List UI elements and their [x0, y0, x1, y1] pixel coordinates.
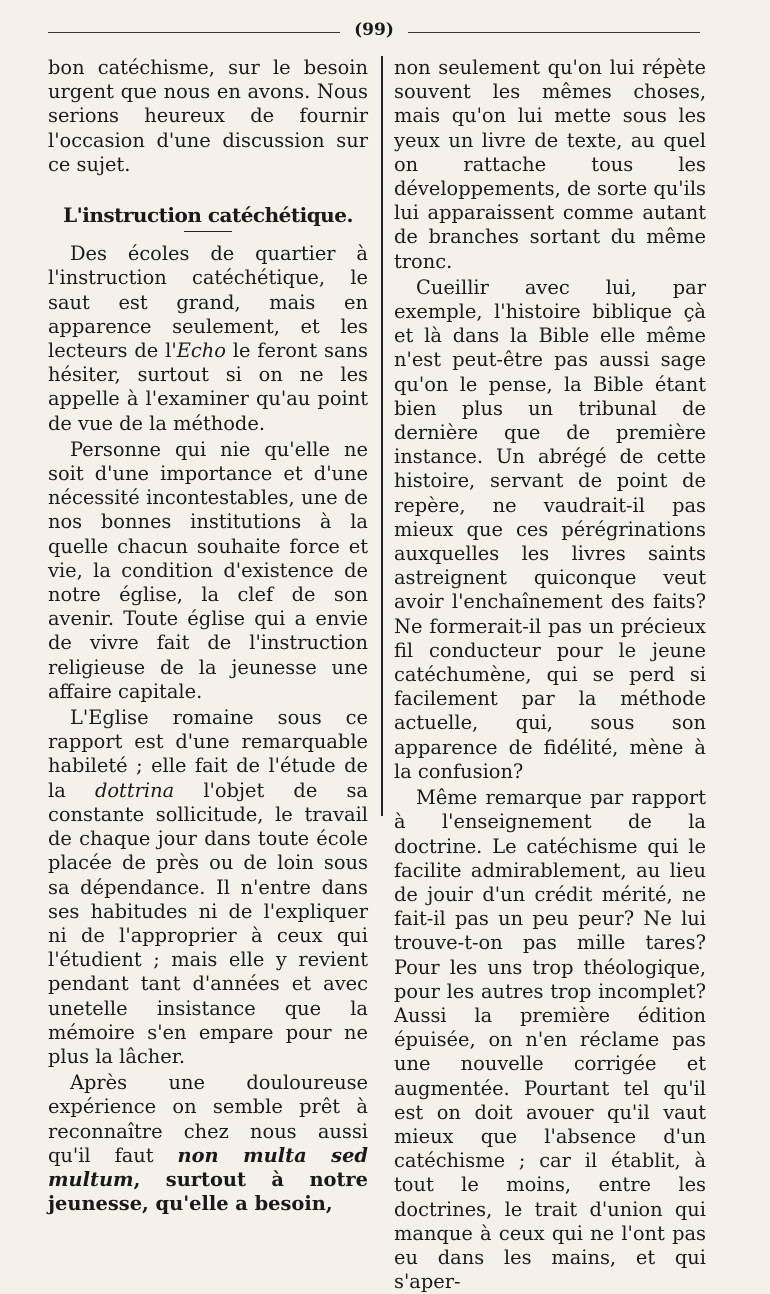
paragraph-text: Des écoles de quartier à l'instruction catéchétique, le saut est grand, mais en apparence seulement, et les lecteurs de l'	[48, 242, 368, 363]
paragraph-text: Après une douloureuse expérience on semble prêt à reconnaître chez nous aussi qu'il faut	[48, 1071, 368, 1167]
paragraph: non seulement qu'on lui répète souvent les mêmes choses, mais qu'on lui mette sous les yeux un livre de texte, au quel on rattache tous les développements, de sorte qu'ils lui apparaissent comme autant de branches sortant du même tronc.	[394, 56, 706, 273]
italic-term: dottrina	[94, 778, 175, 802]
column-divider	[381, 56, 383, 816]
paragraph	[48, 242, 368, 436]
latin-phrase: non multa sed multum	[48, 1143, 368, 1191]
italic-title-echo: Echo	[176, 339, 226, 363]
paragraph: Même remarque par rapport à l'enseignement de la doctrine. Le catéchisme qui le facilite admirablement, au lieu de jouir d'un crédit mérité, ne fait-il pas un peu peur? Ne lui trouve-t-on pas mille tares? Pour les uns trop théologique, pour les autres trop incomplet? Aussi la première édition épuisée, on n'en réclame pas une nouvelle corrigée et augmentée. Pourtant tel qu'il est on doit avouer qu'il vaut mieux que l'absence d'un catéchisme ; car il établit, à tout le moins, entre les doctrines, le trait d'union qui manque à ceux qui ne l'ont pas eu dans les mains, et qui s'aper-	[394, 786, 706, 1294]
title-rule	[184, 231, 232, 232]
paragraph: bon catéchisme, sur le besoin urgent que nous en avons. Nous serions heureux de fournir l'occasion d'une discussion sur ce sujet.	[48, 56, 368, 176]
paragraph-text: , surtout à notre jeunesse, qu'elle a besoin,	[48, 1167, 368, 1216]
left-column	[48, 56, 368, 1216]
page-number: (99)	[354, 20, 394, 40]
paragraph: Cueillir avec lui, par exemple, l'histoire biblique çà et là dans la Bible elle même n'est peut-être pas aussi sage qu'on le pense, la Bible étant bien plus un tribunal de dernière que de première instance. Un abrégé de cette histoire, servant de point de repère, ne vaudrait-il pas mieux que ces pérégrinations auxquelles les livres saints astreignent quiconque veut avoir l'enchaînement des faits? Ne formerait-il pas un précieux fil conducteur pour le jeune catéchumène, qui se perd si facilement par la méthode actuelle, qui, sous son apparence de fidélité, mène à la confusion?	[394, 275, 706, 783]
paragraph-text: l'objet de sa constante sollicitude, le travail de chaque jour dans toute école placée de près ou de loin sous sa dépendance. Il n'entre dans ses habitudes ni de l'expliquer ni de l'approprier à ceux qui l'étudient ; mais elle y revient pendant tant d'années et avec unetelle insistance que la mémoire s'en empare pour ne plus la lâcher.	[48, 778, 368, 1068]
paragraph: Personne qui nie qu'elle ne soit d'une importance et d'une nécessité incontestables, une de nos bonnes institutions à la quelle chacun souhaite force et vie, la condition d'existence de notre église, la clef de son avenir. Toute église qui a envie de vivre fait de l'instruction religieuse de la jeunesse une affaire capitale.	[48, 437, 368, 703]
section-title: L'instruction catéchétique.	[63, 203, 353, 228]
page-header	[48, 20, 700, 46]
paragraph	[48, 1071, 368, 1216]
paragraph-text: le feront sans hésiter, surtout si on ne les appelle à l'examiner qu'au point de vue de la méthode.	[48, 339, 368, 435]
header-rule-left	[48, 32, 340, 33]
paragraph-text: L'Eglise romaine sous ce rapport est d'une remarquable habileté ; elle fait de l'étude de la	[48, 706, 368, 802]
paragraph	[48, 706, 368, 1069]
right-column	[394, 56, 706, 1294]
header-rule-right	[408, 32, 700, 33]
